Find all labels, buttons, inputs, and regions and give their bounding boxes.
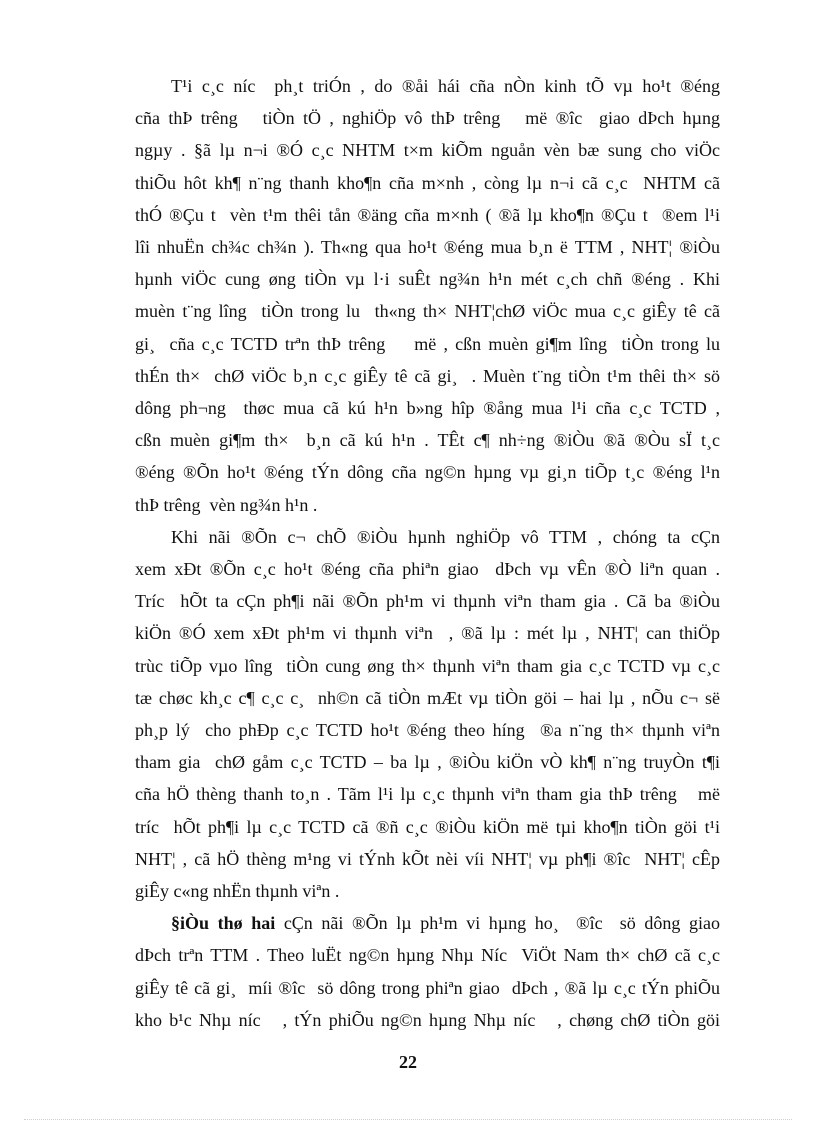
text-line (135, 907, 720, 939)
text-line: tham gia chØ gåm c¸c TCTD – ba lµ , ®iÒu kiÖn vÒ kh¶ n¨ng truyÒn t¶i (135, 752, 720, 773)
paragraph-2 (135, 521, 720, 907)
text-line: dÞch trªn TTM . Theo luËt ng©n hµng Nhµ Níc ViÖt Nam th× chØ cã c¸c (135, 945, 720, 966)
paragraph-3 (135, 907, 720, 1036)
text-line: thiÕu hôt kh¶ n¨ng thanh kho¶n cña m×nh , còng lµ n¬i cã c¸c NHTM cã (135, 172, 720, 193)
text-line: NHT¦ , cã hÖ thèng m¹ng vi tÝnh kÕt nèi víi NHT¦ vµ ph¶i ®îc NHT¦ cÊp (135, 848, 720, 869)
text-line: gi¸ cña c¸c TCTD trªn thÞ trêng më , cßn muèn gi¶m lîng tiÒn trong lu (135, 333, 720, 354)
text-line: xem xÐt ®Õn c¸c ho¹t ®éng cña phiªn giao dÞch vµ vÊn ®Ò liªn quan . (135, 559, 720, 580)
text-line: tríc hÕt ph¶i lµ c¸c TCTD cã ®ñ c¸c ®iÒu kiÖn më tµi kho¶n tiÒn göi t¹i (135, 816, 720, 837)
text-line: kiÖn ®Ó xem xÐt ph¹m vi thµnh viªn , ®ã lµ : mét lµ , NHT¦ can thiÖp (135, 623, 720, 644)
text-line: cßn muèn gi¶m th× b¸n cã kú h¹n . TÊt c¶ nh÷ng ®iÒu ®ã ®Òu sÏ t¸c (135, 430, 720, 451)
page-number: 22 (399, 1052, 417, 1072)
text-line: kho b¹c Nhµ níc , tÝn phiÕu ng©n hµng Nhµ níc , chøng chØ tiÒn göi (135, 1009, 720, 1030)
text-line: ngµy . §ã lµ n¬i ®Ó c¸c NHTM t×m kiÕm nguån vèn bæ sung cho viÖc (135, 140, 720, 161)
text-line: thÉn th× chØ viÖc b¸n c¸c giÊy tê cã gi¸ . Muèn t¨ng tiÒn t¹m thêi th× sö (135, 365, 720, 386)
text-line: Tríc hÕt ta cÇn ph¶i nãi ®Õn ph¹m vi thµnh viªn tham gia . Cã ba ®iÒu (135, 591, 720, 612)
text-line: ®éng ®Õn ho¹t ®éng tÝn dông cña ng©n hµng vµ gi¸n tiÕp t¸c ®éng l¹n (135, 462, 720, 483)
text-line: giÊy tê cã gi¸ míi ®îc sö dông trong phiªn giao dÞch , ®ã lµ c¸c tÝn phiÕu (135, 977, 720, 998)
text-line: trùc tiÕp vµo lîng tiÒn cung øng th× thµnh viªn tham gia c¸c TCTD vµ c¸c (135, 655, 720, 676)
text-line: dông ph¬ng thøc mua cã kú h¹n b»ng hîp ®ång mua l¹i cña c¸c TCTD , (135, 398, 720, 419)
text-line: lîi nhuËn ch¾c ch¾n ). Th«ng qua ho¹t ®éng mua b¸n ë TTM , NHT¦ ®iÒu (135, 237, 720, 258)
text-line: Khi nãi ®Õn c¬ chÕ ®iÒu hµnh nghiÖp vô TTM , chóng ta cÇn (171, 526, 720, 547)
bold-lead: §iÒu thø hai (171, 913, 276, 934)
text-line: muèn t¨ng lîng tiÒn trong lu th«ng th× NHT¦chØ viÖc mua c¸c giÊy tê cã (135, 301, 720, 322)
text-line: T¹i c¸c níc ph¸t triÓn , do ®åi hái cña nÒn kinh tÕ vµ ho¹t ®éng (171, 76, 720, 96)
text-line: tæ chøc kh¸c c¶ c¸c c¸ nh©n cã tiÒn mÆt vµ tiÒn göi – hai lµ , nÕu c¬ së (135, 687, 720, 708)
footer-divider (24, 1119, 792, 1120)
text-line: hµnh viÖc cung øng tiÒn vµ l·i suÊt ng¾n h¹n mét c¸ch chñ ®éng . Khi (135, 269, 720, 290)
text-line: ph¸p lý cho phÐp c¸c TCTD ho¹t ®éng theo híng ®a n¨ng th× thµnh viªn (135, 720, 720, 741)
text-line: cña hÖ thèng thanh to¸n . Tãm l¹i lµ c¸c thµnh viªn tham gia thÞ trêng më (135, 784, 720, 805)
text-line: thÞ trêng vèn ng¾n h¹n . (135, 494, 318, 515)
paragraph-1 (135, 70, 720, 521)
body-text (135, 70, 720, 1036)
text-line: cña thÞ trêng tiÒn tÖ , nghiÖp vô thÞ trêng më ®îc giao dÞch hµng (135, 108, 720, 129)
text-line: thÓ ®Çu t vèn t¹m thêi tån ®äng cña m×nh ( ®ã lµ kho¶n ®Çu t ®em l¹i (135, 204, 720, 225)
text-run: cÇn nãi ®Õn lµ ph¹m vi hµng ho¸ ®îc sö dông giao (275, 913, 720, 934)
text-line: giÊy c«ng nhËn thµnh viªn . (135, 881, 340, 902)
